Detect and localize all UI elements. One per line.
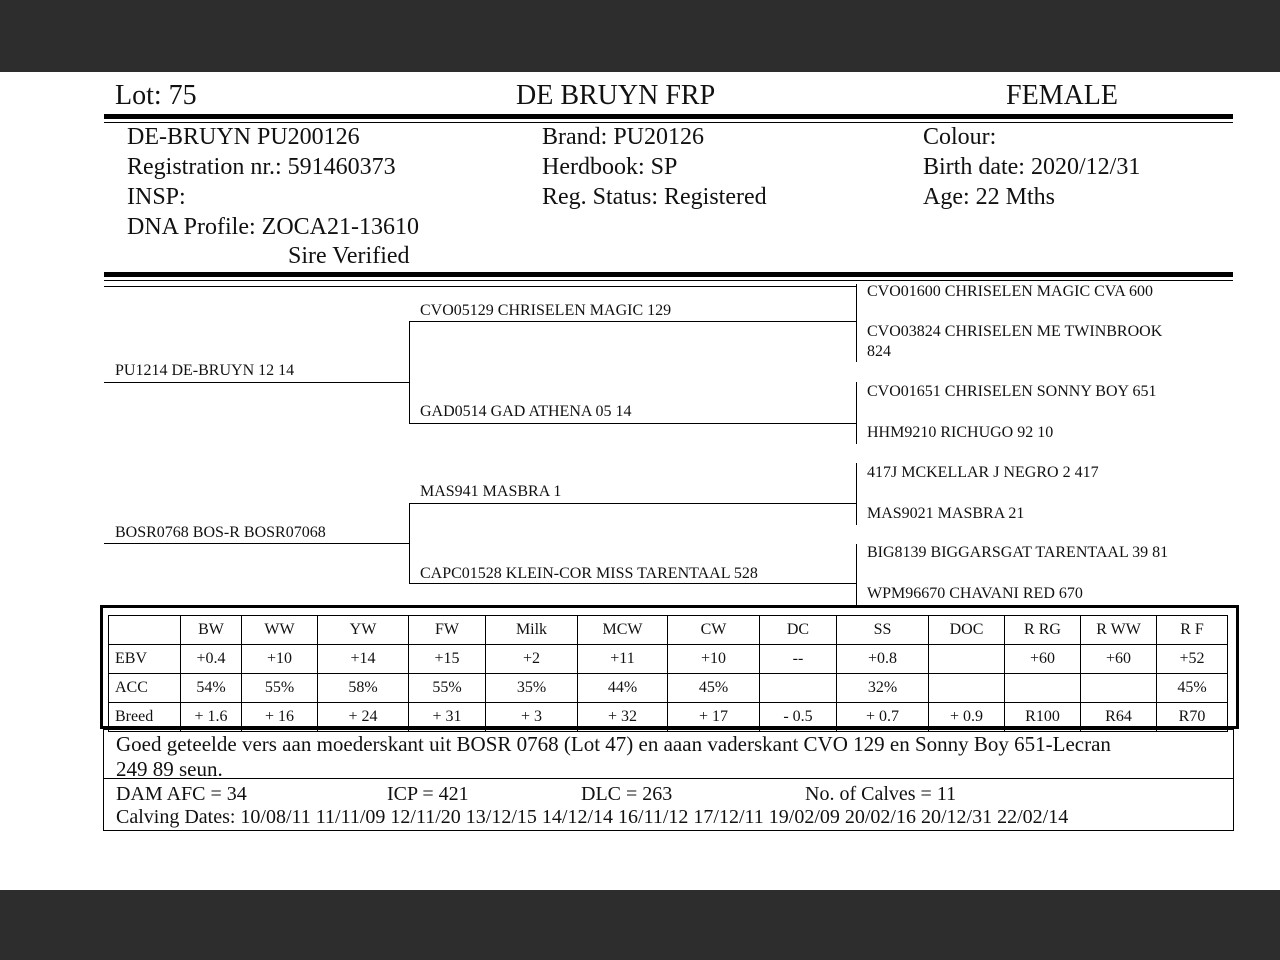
dam-afc: DAM AFC = 34 <box>116 783 247 805</box>
ebv-cell: - 0.5 <box>760 703 837 732</box>
pedigree-bracket-dd <box>856 544 857 606</box>
ebv-row-label: EBV <box>109 645 181 674</box>
ebv-cell: +60 <box>1081 645 1157 674</box>
ebv-header-cell: R F <box>1157 616 1228 645</box>
animal-name: DE-BRUYN PU200126 <box>127 124 360 150</box>
ebv-cell: R64 <box>1081 703 1157 732</box>
ebv-cell <box>1081 674 1157 703</box>
ebv-header-cell: BW <box>181 616 242 645</box>
insp-label: INSP: <box>127 184 186 210</box>
ebv-cell: + 0.9 <box>929 703 1005 732</box>
dam-dlc: DLC = 263 <box>581 783 673 805</box>
ebv-cell: R70 <box>1157 703 1228 732</box>
pedigree-dd-sire: BIG8139 BIGGARSGAT TARENTAAL 39 81 <box>867 544 1169 561</box>
pedigree-line-ss <box>409 321 856 322</box>
ebv-header-row <box>109 616 1228 645</box>
ebv-header-cell: DOC <box>929 616 1005 645</box>
pedigree-ss-dam-line2: 824 <box>867 343 891 360</box>
header-rule-thick <box>104 114 1233 119</box>
pedigree-sire: PU1214 DE-BRUYN 12 14 <box>115 362 295 379</box>
ebv-cell: +15 <box>409 645 486 674</box>
ebv-header-cell: YW <box>318 616 409 645</box>
ebv-header-cell: MCW <box>578 616 668 645</box>
registration-number: Registration nr.: 591460373 <box>127 154 396 180</box>
ebv-header-cell: FW <box>409 616 486 645</box>
pedigree-bracket-dam <box>409 503 410 583</box>
brand: Brand: PU20126 <box>542 124 704 150</box>
ebv-cell: 54% <box>181 674 242 703</box>
ebv-row-ebv <box>109 645 1228 674</box>
ebv-header-cell: WW <box>242 616 318 645</box>
pedigree-ss-sire: CVO01600 CHRISELEN MAGIC CVA 600 <box>867 283 1153 300</box>
pedigree-dd-dam: WPM96670 CHAVANI RED 670 <box>867 585 1083 602</box>
ebv-cell: +14 <box>318 645 409 674</box>
ebv-cell: +11 <box>578 645 668 674</box>
ebv-row-label: ACC <box>109 674 181 703</box>
ebv-cell: 35% <box>486 674 578 703</box>
ebv-cell: +60 <box>1005 645 1081 674</box>
pedigree-bracket-ds <box>856 463 857 525</box>
pedigree-line-sd <box>409 423 856 424</box>
ebv-cell: +0.8 <box>837 645 929 674</box>
pedigree-ds-dam: MAS9021 MASBRA 21 <box>867 505 1025 522</box>
ebv-header-cell: CW <box>668 616 760 645</box>
ebv-row-acc <box>109 674 1228 703</box>
ebv-cell: +10 <box>242 645 318 674</box>
remarks-line-1: Goed geteelde vers aan moederskant uit BOSR 0768 (Lot 47) en aaan vaderskant CVO 129 en Sonny Boy 651-Lecran <box>116 732 1111 756</box>
pedigree-dam-sire: MAS941 MASBRA 1 <box>420 483 562 500</box>
ebv-cell <box>1005 674 1081 703</box>
ebv-header-cell: R RG <box>1005 616 1081 645</box>
ebv-cell <box>929 645 1005 674</box>
ebv-cell: 44% <box>578 674 668 703</box>
ebv-cell: +10 <box>668 645 760 674</box>
dam-icp: ICP = 421 <box>387 783 469 805</box>
age: Age: 22 Mths <box>923 184 1055 210</box>
ebv-row-breed <box>109 703 1228 732</box>
pedigree-top-line <box>104 286 856 287</box>
pedigree-sd-sire: CVO01651 CHRISELEN SONNY BOY 651 <box>867 383 1157 400</box>
pedigree-line-dd <box>409 583 856 584</box>
ebv-cell: +2 <box>486 645 578 674</box>
colour: Colour: <box>923 124 997 150</box>
remarks-box <box>103 729 1234 779</box>
herdbook: Herdbook: SP <box>542 154 678 180</box>
pedigree-dam-dam: CAPC01528 KLEIN-COR MISS TARENTAAL 528 <box>420 565 758 582</box>
dna-profile: DNA Profile: ZOCA21-13610 <box>127 214 419 240</box>
pedigree-bracket-sd <box>856 382 857 444</box>
ebv-cell <box>929 674 1005 703</box>
pedigree-sire-dam: GAD0514 GAD ATHENA 05 14 <box>420 403 632 420</box>
ebv-cell: 55% <box>242 674 318 703</box>
ebv-table <box>108 615 1228 732</box>
ebv-cell: 55% <box>409 674 486 703</box>
ebv-cell: + 24 <box>318 703 409 732</box>
calving-dates: Calving Dates: 10/08/11 11/11/09 12/11/20 13/12/15 14/12/14 16/11/12 17/12/11 19/02/09 20/02/16 20/12/31 22/02/14 <box>116 806 1069 828</box>
breeder-name: DE BRUYN FRP <box>516 80 716 111</box>
pedigree-bracket-ss <box>856 284 857 362</box>
ebv-cell: +0.4 <box>181 645 242 674</box>
lot-number: Lot: 75 <box>115 80 197 111</box>
ebv-cell: 45% <box>1157 674 1228 703</box>
ebv-cell: -- <box>760 645 837 674</box>
pedigree-sd-dam: HHM9210 RICHUGO 92 10 <box>867 424 1054 441</box>
pedigree-bracket-sire <box>409 321 410 424</box>
ebv-cell: 32% <box>837 674 929 703</box>
birth-date: Birth date: 2020/12/31 <box>923 154 1141 180</box>
ebv-cell: 45% <box>668 674 760 703</box>
ebv-header-cell <box>109 616 181 645</box>
ebv-cell: + 3 <box>486 703 578 732</box>
info-rule-thin <box>104 280 1233 281</box>
reg-status: Reg. Status: Registered <box>542 184 767 210</box>
ebv-header-cell: SS <box>837 616 929 645</box>
ebv-header-cell: DC <box>760 616 837 645</box>
ebv-cell: + 31 <box>409 703 486 732</box>
catalogue-page <box>0 72 1280 890</box>
ebv-header-cell: R WW <box>1081 616 1157 645</box>
ebv-cell: 58% <box>318 674 409 703</box>
ebv-cell: + 1.6 <box>181 703 242 732</box>
ebv-row-label: Breed <box>109 703 181 732</box>
ebv-cell: + 32 <box>578 703 668 732</box>
remarks-line-2: 249 89 seun. <box>116 757 223 781</box>
ebv-cell: + 17 <box>668 703 760 732</box>
pedigree-line-ds <box>409 503 856 504</box>
pedigree-sire-sire: CVO05129 CHRISELEN MAGIC 129 <box>420 302 672 319</box>
pedigree-line-dam <box>104 543 409 544</box>
pedigree-line-sire <box>104 382 409 383</box>
ebv-cell <box>760 674 837 703</box>
dam-stats-box <box>103 779 1234 831</box>
ebv-cell: +52 <box>1157 645 1228 674</box>
dam-calves-count: No. of Calves = 11 <box>805 783 957 805</box>
ebv-cell: + 16 <box>242 703 318 732</box>
pedigree-ss-dam-line1: CVO03824 CHRISELEN ME TWINBROOK <box>867 323 1163 340</box>
header-rule-thin <box>104 122 1233 123</box>
ebv-header-cell: Milk <box>486 616 578 645</box>
animal-sex: FEMALE <box>1006 80 1118 111</box>
pedigree-dam: BOSR0768 BOS-R BOSR07068 <box>115 524 326 541</box>
dna-status: Sire Verified <box>288 243 410 269</box>
pedigree-ds-sire: 417J MCKELLAR J NEGRO 2 417 <box>867 464 1099 481</box>
info-rule-thick <box>104 272 1233 277</box>
ebv-cell: R100 <box>1005 703 1081 732</box>
ebv-cell: + 0.7 <box>837 703 929 732</box>
